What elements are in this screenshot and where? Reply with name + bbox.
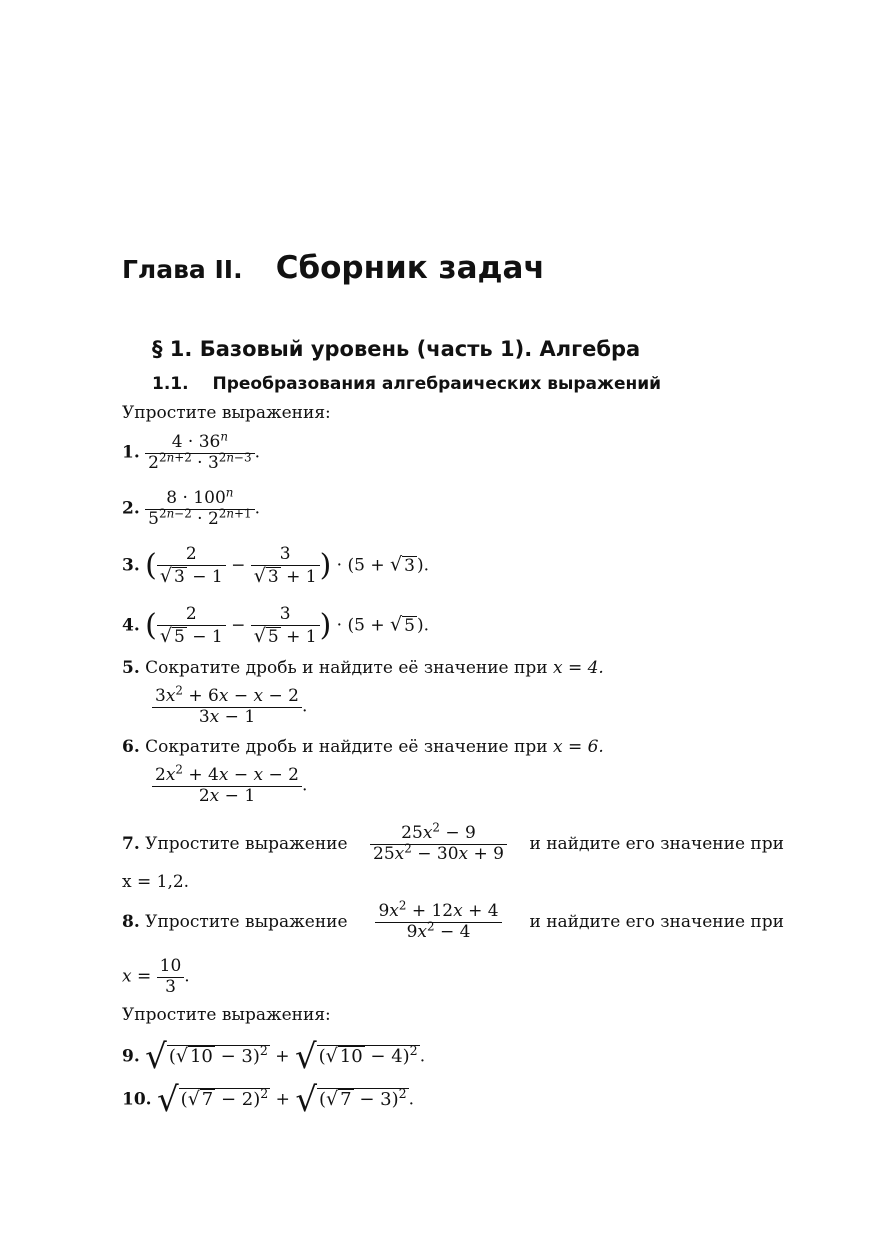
problem-number: 5. xyxy=(122,658,140,678)
problem-9: 9. √ (√ 10 − 3)$^2$ + √ (√ 10 − 4)$^2$ . xyxy=(122,1037,426,1077)
fraction: $\frac{2}{√ 5 - 1}$ xyxy=(157,605,226,647)
problem-number: 7. xyxy=(122,834,140,855)
problem-1: 1. $\frac{4 \cdot 36^n}{2^{2n+2} \cdot 3^{2n-3}}$ . xyxy=(122,429,260,473)
fraction: $\frac{2}{√ 3 - 1}$ xyxy=(157,545,226,587)
fraction: $\frac{9x^2 + 12x + 4}{9x^2 - 4}$ xyxy=(375,902,501,942)
problem-10: 10. √ (√ 7 − 2)$^2$ + √ (√ 7 − 3)$^2$ . xyxy=(122,1080,415,1120)
fraction: $\frac{4 \cdot 36^n}{2^{2n+2} \cdot 3^{2n-3}}$ xyxy=(145,433,254,473)
fraction: $\frac{8 \cdot 100^n}{5^{2n-2} \cdot 2^{2n+1}}$ xyxy=(145,489,254,529)
subsection-title: Преобразования алгебраических выражений xyxy=(212,374,662,394)
problem-text: Сократите дробь и найдите её значение при xyxy=(145,737,548,757)
fraction: $\frac{3}{√ 3 + 1}$ xyxy=(251,545,320,587)
problem-7-condition: x = 1,2. xyxy=(122,872,190,892)
problem-5 xyxy=(122,658,604,678)
fraction: $\frac{3}{√ 5 + 1}$ xyxy=(251,605,320,647)
problem-text-continued: и найдите его значение при xyxy=(529,834,784,855)
condition: x = 6. xyxy=(552,737,604,757)
problem-3: 3. ( $\frac{2}{√ 3 - 1}$ − $\frac{3}{√ 3 + 1}$ ) · (5 + √ 3 ). xyxy=(122,544,429,587)
problem-8 xyxy=(122,898,784,942)
problem-6-fraction: $\frac{2x^2 + 4x - x - 2}{2x - 1}$ . xyxy=(152,766,307,806)
problem-number: 10. xyxy=(122,1089,152,1110)
problem-4: 4. ( $\frac{2}{√ 5 - 1}$ − $\frac{3}{√ 5 + 1}$ ) · (5 + √ 5 ). xyxy=(122,604,429,647)
problem-6 xyxy=(122,737,604,757)
fraction: $\frac{25x^2 - 9}{25x^2 - 30x + 9}$ xyxy=(370,824,507,864)
problem-number: 6. xyxy=(122,737,140,757)
problem-text: Сократите дробь и найдите её значение при xyxy=(145,658,548,678)
chapter-label: Глава II. xyxy=(122,255,243,284)
chapter-title: Сборник задач xyxy=(275,250,545,286)
problem-8-condition: x = $\frac{10}{3}$ . xyxy=(122,956,190,997)
problem-2: 2. $\frac{8 \cdot 100^n}{5^{2n-2} \cdot 2^{2n+1}}$ . xyxy=(122,485,260,529)
problem-number: 9. xyxy=(122,1046,140,1067)
problem-number: 1. xyxy=(122,442,140,463)
problem-number: 2. xyxy=(122,498,140,519)
problem-number: 8. xyxy=(122,912,140,933)
condition: x = 4. xyxy=(552,658,604,678)
subsection-number: 1.1. xyxy=(152,374,189,394)
problem-5-fraction: $\frac{3x^2 + 6x - x - 2}{3x - 1}$ . xyxy=(152,687,307,727)
problem-7 xyxy=(122,820,784,864)
section-title: § 1. Базовый уровень (часть 1). Алгебра xyxy=(152,337,641,361)
problem-text: Упростите выражение xyxy=(145,834,348,855)
instruction-text: Упростите выражения: xyxy=(122,403,331,423)
chapter-heading xyxy=(122,250,545,286)
subsection-heading xyxy=(152,374,661,394)
problem-text: Упростите выражение xyxy=(145,912,348,933)
problem-number: 4. xyxy=(122,615,140,636)
instruction-text: Упростите выражения: xyxy=(122,1005,331,1025)
problem-text-continued: и найдите его значение при xyxy=(529,912,784,933)
problem-number: 3. xyxy=(122,555,140,576)
